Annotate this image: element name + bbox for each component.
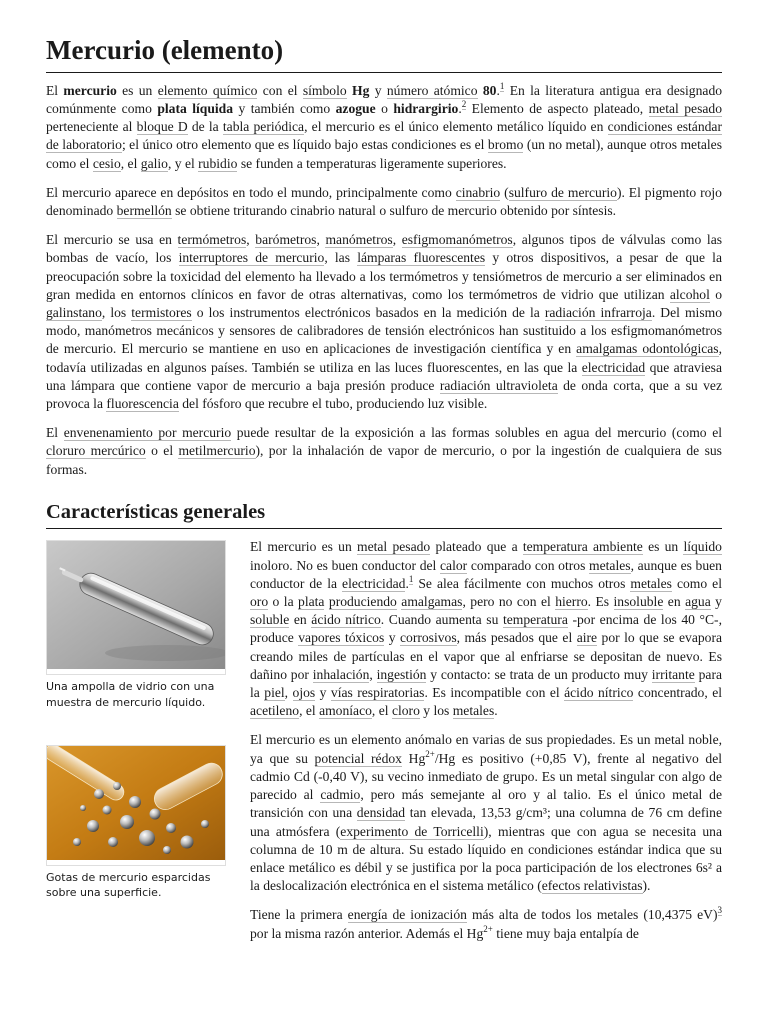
link-fluorescencia[interactable]: fluorescencia [106, 396, 179, 411]
link-electricidad[interactable]: electricidad [581, 359, 646, 375]
intro-paragraph-4 [46, 424, 722, 479]
link-oro[interactable]: oro [250, 594, 269, 610]
text: , y el [167, 155, 199, 171]
text: tiene muy baja entalpía de [492, 925, 639, 941]
link-sulfuro-de-mercurio[interactable]: sulfuro de mercurio [508, 184, 617, 200]
text: . [458, 100, 462, 116]
text: -por encima de los 40 °C-, produce [250, 612, 722, 646]
link-numero-atomico[interactable]: número atómico [386, 82, 478, 98]
link-alcohol[interactable]: alcohol [669, 286, 710, 302]
link-liquido[interactable]: líquido [683, 539, 722, 555]
link-hierro[interactable]: hierro [555, 594, 588, 610]
link-radiacion-infrarroja[interactable]: radiación infrarroja [544, 304, 652, 320]
text: y los [419, 703, 453, 719]
bold-term: mercurio [63, 82, 117, 98]
text: se obtiene triturando cinabrio natural o sulfuro de mercurio obtenido por síntesis. [171, 202, 617, 218]
link-calor[interactable]: calor [440, 557, 468, 573]
link-irritante[interactable]: irritante [651, 666, 695, 682]
text: , [369, 666, 377, 682]
text: El mercurio es un [250, 539, 358, 555]
link-amoniaco[interactable]: amoníaco [319, 703, 372, 719]
link-metilmercurio[interactable]: metilmercurio [178, 443, 256, 459]
mercury-droplets-image [47, 746, 225, 860]
text: con el [257, 82, 303, 98]
text: más alta de todos los metales (10,4375 eV) [466, 907, 718, 923]
link-experimento-de-torricelli[interactable]: experimento de Torricelli [340, 823, 484, 839]
text: es un [116, 82, 158, 98]
bold-term: Hg [352, 82, 370, 98]
text: o [375, 100, 394, 116]
link-inhalacion[interactable]: inhalación [312, 666, 370, 682]
link-metal-pesado[interactable]: metal pesado [357, 539, 431, 555]
link-acetileno[interactable]: acetileno [250, 703, 300, 719]
reference-link[interactable]: 1 [408, 573, 414, 584]
text: . [405, 575, 409, 591]
link-radiacion-ultravioleta[interactable]: radiación ultravioleta [439, 377, 558, 393]
link-corrosivos[interactable]: corrosivos [399, 630, 457, 646]
text: y también como [233, 100, 336, 116]
link-galinstano[interactable]: galinstano [46, 304, 102, 320]
text: , los [101, 304, 132, 320]
section-heading: Características generales [46, 499, 722, 530]
link-densidad[interactable]: densidad [356, 805, 406, 821]
link-simbolo[interactable]: símbolo [302, 82, 347, 98]
link-interruptores-de-mercurio[interactable]: interruptores de mercurio [178, 250, 325, 266]
text: . Es [587, 594, 614, 610]
superscript: 2+ [425, 748, 435, 759]
link-electricidad[interactable]: electricidad [342, 575, 406, 591]
link-potencial-redox[interactable]: potencial rédox [314, 750, 402, 766]
text: En la literatura antigua era designado comúnmente como [46, 82, 723, 116]
link-bloque-d[interactable]: bloque D [136, 119, 188, 135]
figure-caption: Gotas de mercurio esparcidas sobre una superficie. [46, 870, 211, 900]
link-metales[interactable]: metales [589, 557, 631, 573]
text: ), mientras que con agua se necesita una columna de 10 m de altura. Su estado líquido en condiciones estándar indica que su enlace metálico es débil y se justifica por la poca participación de los electrones 6s² a la deslocalización electrónica en el sistema metálico ( [250, 823, 723, 894]
superscript: 2+ [483, 923, 493, 934]
link-produciendo[interactable]: produciendo [328, 594, 397, 610]
section-body [46, 538, 722, 942]
text: , el [120, 155, 141, 171]
text: o el [145, 443, 179, 459]
link-amalgamas-odontologicas[interactable]: amalgamas odontológicas [576, 341, 719, 357]
text: y [710, 594, 722, 610]
mercury-ampoule-image [47, 541, 225, 669]
figure-image-frame[interactable] [46, 540, 226, 675]
link-temperatura-ambiente[interactable]: temperatura ambiente [522, 539, 643, 555]
link-tabla-periodica[interactable]: tabla periódica [222, 119, 305, 135]
link-insoluble[interactable]: insoluble [613, 594, 664, 610]
text: El mercurio aparece en depósitos en todo el mundo, principalmente como [46, 184, 456, 200]
text: , el mercurio es el único elemento metálico líquido en [304, 119, 608, 135]
text: , todavía utilizadas en algunos países. También se utiliza en las luces fluorescentes, en las que la [46, 341, 722, 375]
text: ; el único otro elemento que es líquido bajo estas condiciones es el [121, 137, 488, 153]
figure-image-frame[interactable] [46, 745, 226, 866]
link-cinabrio[interactable]: cinabrio [455, 184, 501, 200]
text: El mercurio se usa en [46, 232, 178, 248]
link-metales[interactable]: metales [630, 575, 672, 591]
page-title: Mercurio (elemento) [46, 34, 722, 73]
text: ). [642, 878, 651, 894]
text: Hg [401, 750, 426, 766]
section-text-column [250, 538, 722, 942]
intro-paragraph-3 [46, 231, 722, 413]
text: comparado con otros [467, 557, 590, 573]
reference-link[interactable]: 1 [499, 80, 505, 91]
link-esfigmomanometros[interactable]: esfigmomanómetros [401, 232, 513, 248]
bold-term: azogue [335, 100, 376, 116]
link-metal-pesado[interactable]: metal pesado [648, 100, 722, 116]
text: Tiene la primera [250, 907, 348, 923]
link-ojos[interactable]: ojos [292, 685, 316, 701]
text: en [663, 594, 686, 610]
text: (un no metal), aunque otros metales como el [46, 137, 722, 171]
link-piel[interactable]: piel [264, 685, 285, 701]
reference-link[interactable]: 3 [717, 905, 722, 916]
text: del fósforo que recubre el tubo, produciendo luz visible. [178, 396, 488, 411]
text: concentrado, el [633, 685, 722, 701]
link-agua[interactable]: agua [685, 594, 711, 610]
text: que atraviesa una lámpara que contiene vapor de mercurio a baja presión produce [46, 359, 722, 393]
text: . Cuando aumenta su [380, 612, 503, 628]
link-ingestion[interactable]: ingestión [376, 666, 427, 682]
link-efectos-relativistas[interactable]: efectos relativistas [541, 878, 643, 894]
intro-paragraph-2 [46, 184, 722, 220]
text: o los instrumentos electrónicos basados en la medición de la [191, 304, 545, 320]
text: y [369, 82, 387, 98]
link-vapores-toxicos[interactable]: vapores tóxicos [298, 630, 385, 646]
link-cloruro-mercurico[interactable]: cloruro mercúrico [46, 443, 146, 459]
text: es un [642, 539, 684, 555]
link-metales[interactable]: metales [452, 703, 495, 719]
link-cesio[interactable]: cesio [92, 155, 121, 171]
figure-column [46, 538, 228, 942]
text: y otros dispositivos, a pesar de que la preocupación sobre la toxicidad del elemento ha llevado a los termómetros y tensiómetros de mercurio a ser eliminados en gran medida en entornos clínicos en favor de otras alternativas, como los termómetros de vidrio que utilizan [46, 250, 722, 302]
text: Se alea fácilmente con muchos otros [413, 575, 631, 591]
bold-term: plata líquida [157, 100, 234, 116]
text: tan elevada, 13,53 g/cm³; una columna de 76 cm define una atmósfera ( [250, 805, 722, 839]
figure-gotas [46, 745, 228, 901]
text: o la [268, 594, 299, 610]
text: El [46, 82, 64, 98]
intro-paragraph-1 [46, 82, 722, 173]
text: plateado que a [430, 539, 523, 555]
text: , algunos tipos de válvulas como las bombas de vacío, los [46, 232, 723, 266]
link-elemento-quimico[interactable]: elemento químico [157, 82, 258, 98]
link-acido-nitrico[interactable]: ácido nítrico [311, 612, 381, 628]
link-bromo[interactable]: bromo [487, 137, 524, 153]
bold-term: hidrargirio [393, 100, 459, 116]
text: como el [671, 575, 722, 591]
link-soluble[interactable]: soluble [250, 612, 290, 628]
link-energia-de-ionizacion[interactable]: energía de ionización [347, 907, 467, 923]
section-paragraph-2 [250, 731, 722, 895]
link-rubidio[interactable]: rubidio [198, 155, 238, 171]
text: ( [500, 184, 509, 200]
section-paragraph-3 [250, 906, 722, 942]
text: . [494, 703, 498, 719]
text: y contacto: se trata de un producto muy [426, 666, 652, 682]
link-amalgamas[interactable]: amalgamas [401, 594, 463, 610]
text: , [246, 232, 256, 248]
text: ). El pigmento rojo denominado [46, 184, 722, 218]
text: , pero no con el [462, 594, 556, 610]
text: ), por la inhalación de vapor de mercurio, o por la ingestión de cualquiera de sus formas. [46, 443, 722, 477]
figure-caption: Una ampolla de vidrio con una muestra de mercurio líquido. [46, 680, 215, 710]
text: y [315, 685, 331, 701]
link-lamparas-fluorescentes[interactable]: lámparas fluorescentes [357, 250, 486, 266]
link-envenenamiento[interactable]: envenenamiento por mercurio [63, 425, 232, 441]
text: por lo que se evapora creando miles de partículas en el vapor que al enfriarse se depositan de nuevo. Es dañino por [250, 630, 723, 682]
link-cadmio[interactable]: cadmio [320, 787, 361, 803]
link-plata[interactable]: plata [298, 594, 325, 610]
link-temperatura[interactable]: temperatura [502, 612, 568, 628]
text: , las [324, 250, 358, 266]
link-acido-nitrico[interactable]: ácido nítrico [564, 685, 634, 701]
text: , [392, 232, 402, 248]
link-termometros[interactable]: termómetros [177, 232, 247, 248]
text: . Del mismo modo, manómetros mecánicos y sensores de calibradores de tensión electrónicos han sustituido a los esfigmomanómetros de mercurio. El mercurio se mantiene en uso en aplicaciones de investigación científica y en [46, 304, 722, 357]
text: puede resultar de la exposición a las formas solubles en agua del mercurio (como el [231, 425, 723, 441]
text: , el [299, 703, 320, 719]
text: , aunque es buen conductor de la [250, 557, 722, 591]
link-condiciones-estandar[interactable]: condiciones estándar de laboratorio [46, 119, 722, 153]
text: , más pesados que el [456, 630, 577, 646]
link-vias-respiratorias[interactable]: vías respiratorias [330, 685, 425, 701]
text: en [289, 612, 312, 628]
text: se funden a temperaturas ligeramente superiores. [237, 155, 507, 171]
text: de onda corta, que a su vez provoca la [46, 377, 722, 411]
text: inoloro. No es buen conductor del [250, 557, 440, 573]
reference-link[interactable]: 2 [461, 98, 467, 109]
link-cloro[interactable]: cloro [391, 703, 420, 719]
text: por la misma razón anterior. Además el Hg [250, 925, 484, 941]
text: , el [371, 703, 392, 719]
text: para la [250, 666, 723, 701]
link-aire[interactable]: aire [576, 630, 598, 646]
text: , [316, 232, 326, 248]
link-bermellon[interactable]: bermellón [116, 202, 172, 218]
text: y [384, 630, 400, 646]
text: /Hg es positivo (+0,85 V), frente al negativo del cadmio Cd (-0,40 V), su vecino inmediato de grupo. Es un metal singular con algo de parecido al [250, 750, 723, 803]
text: , [284, 685, 293, 701]
section-paragraph-1 [250, 538, 722, 720]
link-manometros[interactable]: manómetros [325, 232, 393, 248]
text: o [709, 286, 722, 302]
figure-ampolla [46, 540, 228, 710]
text: Elemento de aspecto plateado, [466, 100, 649, 116]
text: . Es incompatible con el [424, 685, 565, 701]
link-termistores[interactable]: termistores [131, 304, 192, 320]
text: El [46, 425, 64, 441]
section-caracteristicas [46, 499, 722, 943]
text: de la [187, 119, 223, 135]
link-galio[interactable]: galio [140, 155, 168, 171]
bold-term: 80 [482, 82, 497, 98]
text: , pero más semejante al oro y al talio. Es el único metal de transición con una [250, 787, 722, 821]
text: El mercurio es un elemento anómalo en varias de sus propiedades. Es un metal noble, ya que su [250, 732, 722, 766]
text: perteneciente al [46, 119, 137, 135]
text: . [496, 82, 500, 98]
link-barometros[interactable]: barómetros [255, 232, 317, 248]
